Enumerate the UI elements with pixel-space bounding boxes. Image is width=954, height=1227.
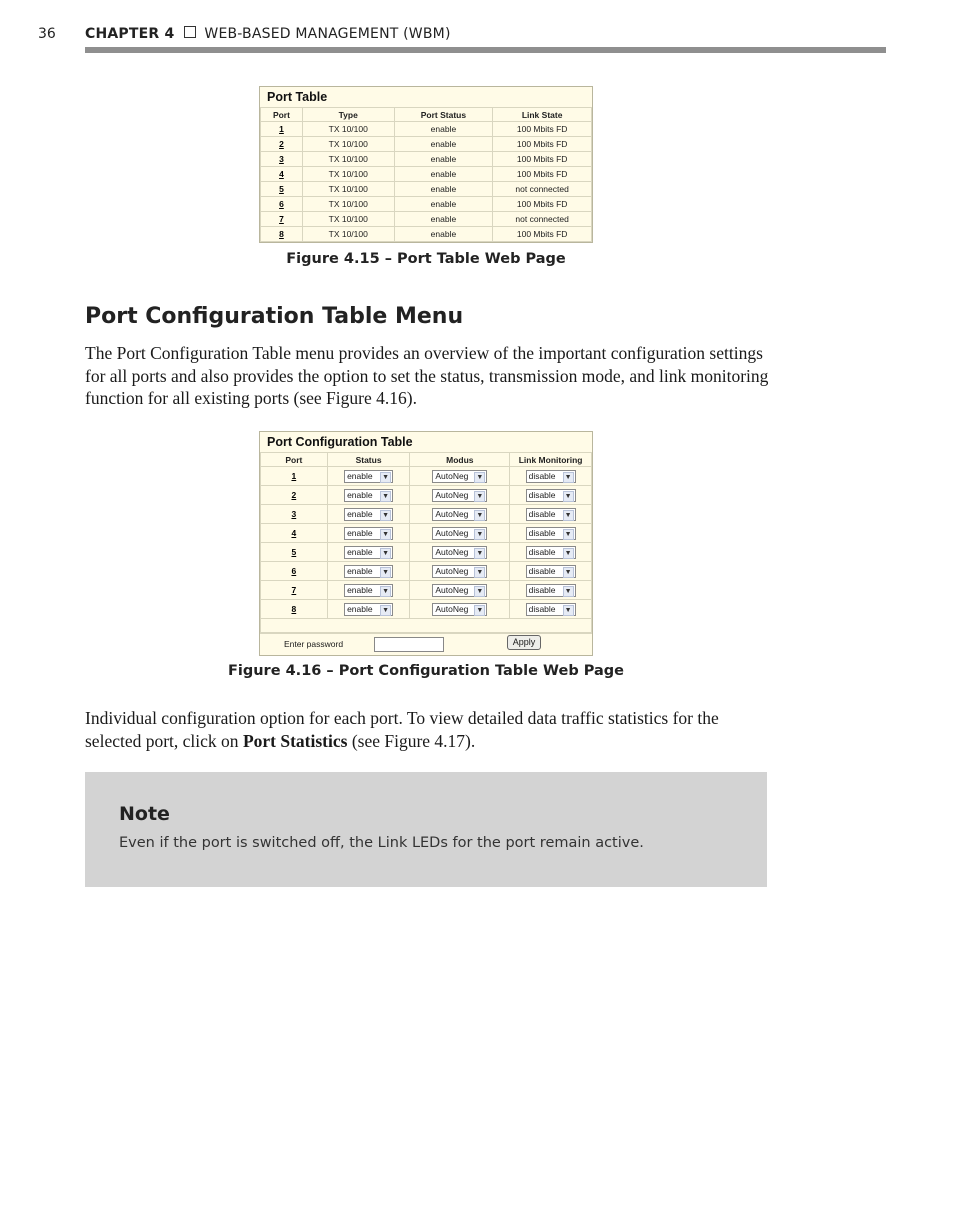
select-value: AutoNeg: [435, 470, 469, 481]
column-header: Port: [261, 453, 328, 467]
port-table: [260, 107, 592, 242]
modus-select[interactable]: [432, 584, 487, 597]
column-header: Modus: [410, 453, 510, 467]
port-link[interactable]: 1: [279, 124, 284, 134]
section-heading: Port Configuration Table Menu: [85, 304, 464, 329]
status-select[interactable]: [344, 565, 393, 578]
chevron-down-icon: ▼: [563, 510, 574, 521]
port-link[interactable]: 6: [279, 199, 284, 209]
table-row: [261, 227, 592, 242]
link-cell: not connected: [493, 182, 592, 197]
select-value: enable: [347, 546, 373, 557]
link-monitoring-select[interactable]: [526, 603, 576, 616]
select-value: disable: [528, 546, 556, 557]
body-text-end: (see Figure 4.17).: [347, 730, 476, 751]
table-row: [261, 581, 592, 600]
link-monitoring-select[interactable]: [526, 508, 576, 521]
port-link[interactable]: 3: [291, 509, 297, 519]
link-cell: 100 Mbits FD: [493, 167, 592, 182]
header-rule: [85, 47, 886, 53]
link-monitoring-select[interactable]: [526, 470, 576, 483]
intro-paragraph: The Port Configuration Table menu provides an overview of the important configuration settings for all ports and also provides the option to set the status, transmission mode, and link monitoring function for all existing ports (see Figure 4.16).: [85, 343, 769, 408]
select-value: enable: [347, 489, 373, 500]
link-cell: 100 Mbits FD: [493, 227, 592, 242]
chevron-down-icon: ▼: [563, 472, 574, 483]
chevron-down-icon: ▼: [474, 529, 485, 540]
config-table-title: Port Configuration Table: [267, 435, 413, 449]
chevron-down-icon: ▼: [474, 605, 485, 616]
body-text: Individual configuration option for each port. To view detailed data traffic statistics for the selected port, click on: [85, 708, 719, 751]
port-link[interactable]: 2: [279, 139, 284, 149]
type-cell: TX 10/100: [302, 137, 394, 152]
page-header: [0, 26, 954, 46]
chevron-down-icon: ▼: [474, 491, 485, 502]
chevron-down-icon: ▼: [380, 567, 391, 578]
port-link[interactable]: 7: [279, 214, 284, 224]
select-value: disable: [528, 603, 556, 614]
table-row: [261, 562, 592, 581]
chapter-label: CHAPTER 4: [85, 26, 175, 42]
type-cell: TX 10/100: [302, 122, 394, 137]
note-title: Note: [119, 803, 170, 825]
select-value: disable: [528, 489, 556, 500]
table-row: [261, 524, 592, 543]
type-cell: TX 10/100: [302, 182, 394, 197]
link-cell: 100 Mbits FD: [493, 197, 592, 212]
password-input[interactable]: [374, 637, 444, 652]
column-header: Link Monitoring: [510, 453, 592, 467]
status-cell: enable: [394, 212, 493, 227]
link-cell: 100 Mbits FD: [493, 152, 592, 167]
select-value: AutoNeg: [435, 565, 469, 576]
modus-select[interactable]: [432, 508, 487, 521]
port-config-panel: [259, 431, 593, 656]
column-header: Port: [261, 108, 303, 122]
status-cell: enable: [394, 227, 493, 242]
status-cell: enable: [394, 182, 493, 197]
column-header: Type: [302, 108, 394, 122]
status-cell: enable: [394, 152, 493, 167]
chevron-down-icon: ▼: [380, 491, 391, 502]
modus-select[interactable]: [432, 470, 487, 483]
table-row: [261, 543, 592, 562]
table-row: [261, 182, 592, 197]
chevron-down-icon: ▼: [563, 491, 574, 502]
chevron-down-icon: ▼: [474, 567, 485, 578]
port-table-title: Port Table: [267, 90, 328, 104]
link-cell: 100 Mbits FD: [493, 137, 592, 152]
figure-caption: Figure 4.16 – Port Configuration Table Web Page: [227, 663, 624, 679]
port-link[interactable]: 4: [291, 528, 297, 538]
chevron-down-icon: ▼: [563, 548, 574, 559]
link-monitoring-select[interactable]: [526, 584, 576, 597]
select-value: disable: [528, 508, 556, 519]
port-statistics-term: Port Statistics: [242, 730, 348, 751]
port-link[interactable]: 7: [291, 585, 297, 595]
select-value: AutoNeg: [435, 546, 469, 557]
select-value: enable: [347, 470, 373, 481]
link-monitoring-select[interactable]: [526, 489, 576, 502]
select-value: AutoNeg: [435, 489, 469, 500]
link-monitoring-select[interactable]: [526, 546, 576, 559]
chevron-down-icon: ▼: [474, 586, 485, 597]
status-select[interactable]: [344, 546, 393, 559]
separator-box-icon: [184, 26, 196, 38]
chevron-down-icon: ▼: [474, 510, 485, 521]
table-row: [261, 152, 592, 167]
status-select[interactable]: [344, 489, 393, 502]
chevron-down-icon: ▼: [474, 472, 485, 483]
port-table-header-row: [261, 108, 592, 122]
link-cell: not connected: [493, 212, 592, 227]
status-cell: enable: [394, 137, 493, 152]
port-link[interactable]: 1: [291, 471, 297, 481]
port-link[interactable]: 4: [279, 169, 284, 179]
chevron-down-icon: ▼: [563, 529, 574, 540]
spacer-row: [261, 619, 592, 633]
select-value: disable: [528, 584, 556, 595]
password-label: Enter password: [284, 639, 344, 649]
status-cell: enable: [394, 167, 493, 182]
select-value: AutoNeg: [435, 603, 469, 614]
modus-select[interactable]: [432, 603, 487, 616]
port-link[interactable]: 6: [291, 566, 297, 576]
port-link[interactable]: 8: [291, 604, 297, 614]
chevron-down-icon: ▼: [380, 529, 391, 540]
link-monitoring-select[interactable]: [526, 527, 576, 540]
chevron-down-icon: ▼: [380, 510, 391, 521]
chapter-heading: [85, 26, 451, 42]
chevron-down-icon: ▼: [563, 586, 574, 597]
select-value: enable: [347, 565, 373, 576]
password-row: [260, 633, 592, 654]
select-value: enable: [347, 603, 373, 614]
chevron-down-icon: ▼: [380, 548, 391, 559]
column-header: Status: [327, 453, 410, 467]
status-select[interactable]: [344, 603, 393, 616]
table-row: [261, 212, 592, 227]
modus-select[interactable]: [432, 565, 487, 578]
apply-button[interactable]: Apply: [507, 635, 541, 650]
select-value: disable: [528, 527, 556, 538]
status-cell: enable: [394, 122, 493, 137]
status-cell: enable: [394, 197, 493, 212]
port-table-panel: [259, 86, 593, 243]
status-select[interactable]: [344, 584, 393, 597]
chevron-down-icon: ▼: [380, 586, 391, 597]
select-value: disable: [528, 565, 556, 576]
link-monitoring-select[interactable]: [526, 565, 576, 578]
select-value: enable: [347, 527, 373, 538]
page-number: 36: [38, 26, 56, 42]
chevron-down-icon: ▼: [380, 605, 391, 616]
table-row: [261, 197, 592, 212]
type-cell: TX 10/100: [302, 167, 394, 182]
port-link[interactable]: 3: [279, 154, 284, 164]
chevron-down-icon: ▼: [380, 472, 391, 483]
type-cell: TX 10/100: [302, 227, 394, 242]
status-select[interactable]: [344, 508, 393, 521]
table-row: [261, 600, 592, 619]
status-select[interactable]: [344, 527, 393, 540]
link-cell: 100 Mbits FD: [493, 122, 592, 137]
column-header: Port Status: [394, 108, 493, 122]
status-select[interactable]: [344, 470, 393, 483]
note-text: Even if the port is switched off, the Link LEDs for the port remain active.: [119, 835, 644, 851]
select-value: enable: [347, 584, 373, 595]
figure-caption: Figure 4.15 – Port Table Web Page: [286, 251, 566, 267]
select-value: enable: [347, 508, 373, 519]
type-cell: TX 10/100: [302, 197, 394, 212]
table-row: [261, 137, 592, 152]
config-table: [260, 452, 592, 633]
port-link[interactable]: 5: [279, 184, 284, 194]
modus-select[interactable]: [432, 546, 487, 559]
column-header: Link State: [493, 108, 592, 122]
select-value: AutoNeg: [435, 508, 469, 519]
port-link[interactable]: 2: [291, 490, 297, 500]
select-value: disable: [528, 470, 556, 481]
chevron-down-icon: ▼: [563, 567, 574, 578]
table-row: [261, 167, 592, 182]
type-cell: TX 10/100: [302, 152, 394, 167]
config-table-header-row: [261, 453, 592, 467]
table-row: [261, 467, 592, 486]
port-link[interactable]: 5: [291, 547, 297, 557]
body-paragraph: [85, 707, 775, 752]
modus-select[interactable]: [432, 489, 487, 502]
chevron-down-icon: ▼: [563, 605, 574, 616]
chevron-down-icon: ▼: [474, 548, 485, 559]
port-link[interactable]: 8: [279, 229, 284, 239]
select-value: AutoNeg: [435, 584, 469, 595]
type-cell: TX 10/100: [302, 212, 394, 227]
note-box: [85, 772, 767, 887]
table-row: [261, 505, 592, 524]
table-row: [261, 122, 592, 137]
modus-select[interactable]: [432, 527, 487, 540]
table-row: [261, 486, 592, 505]
chapter-title: WEB-BASED MANAGEMENT (WBM): [204, 26, 451, 42]
select-value: AutoNeg: [435, 527, 469, 538]
